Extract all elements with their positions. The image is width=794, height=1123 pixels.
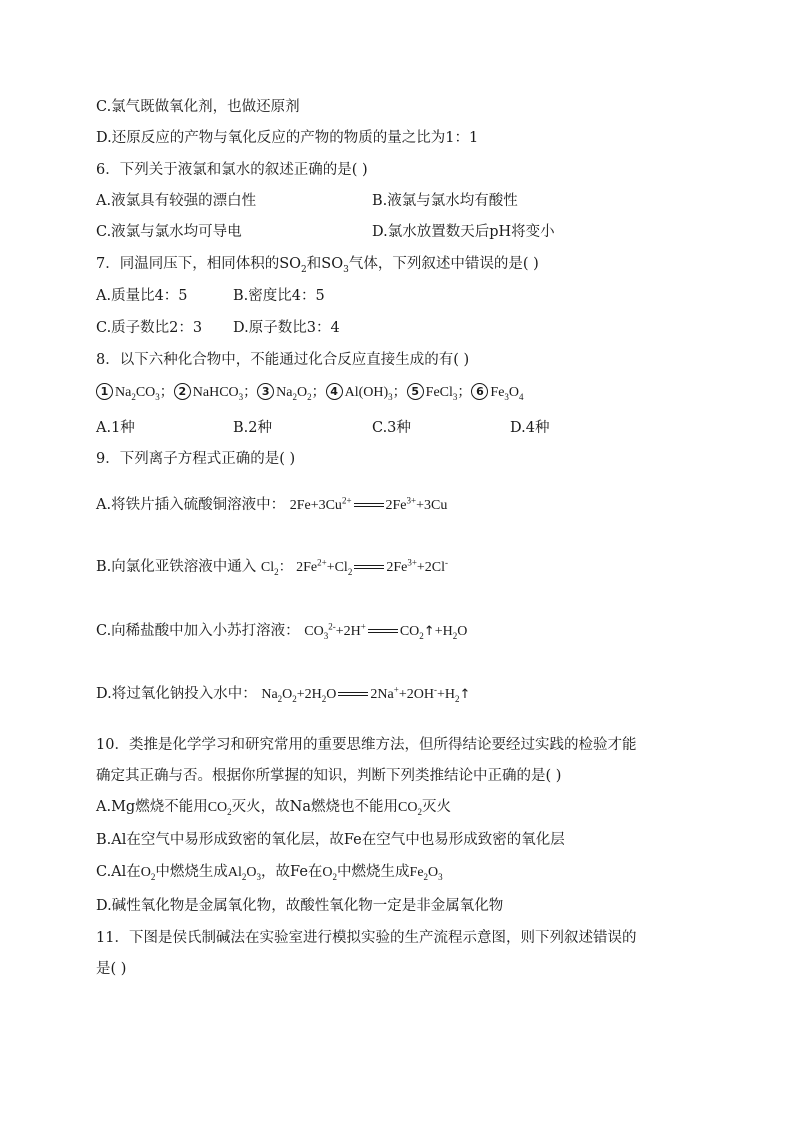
circled-number-2: 2 (174, 383, 191, 400)
q7-option-d: D.原子数比3：4 (233, 320, 340, 336)
circled-number-4: 4 (326, 383, 343, 400)
q7-option-b: B.密度比4：5 (233, 288, 325, 304)
q6-option-c: C.液氯与氯水均可导电 (96, 224, 242, 240)
q9-option-a: A.将铁片插入硫酸铜溶液中： $2Fe+3Cu^{2+}$ $2Fe^{3+}+3Cu$ (96, 495, 448, 513)
q7-option-c: C.质子数比2：3 (96, 320, 203, 336)
q10-option-c: C.Al在$O_2$中燃烧生成$Al_2O_3$，故Fe在$O_2$中燃烧生成$Fe_2O_3$ (96, 864, 443, 882)
q7-option-a: A.质量比4：5 (96, 288, 188, 304)
gas-arrow-icon: ↑ (423, 624, 435, 639)
equals-sign (352, 563, 386, 573)
question-10-line2: 确定其正确与否。根据你所掌握的知识，判断下列类推结论中正确的是( ) (96, 768, 562, 784)
circled-number-6: 6 (471, 383, 488, 400)
question-11-line1: 11．下图是侯氏制碱法在实验室进行模拟实验的生产流程示意图，则下列叙述错误的 (96, 930, 637, 946)
q10-option-a: A.Mg燃烧不能用$CO_2$灭火，故Na燃烧也不能用$CO_2$灭火 (96, 799, 451, 817)
question-7: 7．同温同压下，相同体积的$SO_2$和$SO_3$气体，下列叙述中错误的是( ) (96, 256, 539, 275)
q8-option-b: B.2种 (233, 420, 272, 436)
q9-equation-c: $CO_3^{2-}+2H^+$ $CO_2↑+H_2O$ (304, 621, 468, 641)
q9-equation-b: $Cl_2$： $2Fe^{2+}+Cl_2$ $2Fe^{3+}+2Cl^-$ (260, 557, 449, 577)
q6-option-d: D.氯水放置数天后pH将变小 (372, 224, 555, 240)
q6-option-b: B.液氯与氯水均有酸性 (372, 193, 518, 209)
circled-number-1: 1 (96, 383, 113, 400)
q9-equation-a: $2Fe+3Cu^{2+}$ $2Fe^{3+}+3Cu$ (289, 495, 448, 513)
q9-option-c: C.向稀盐酸中加入小苏打溶液： $CO_3^{2-}+2H^+$ $CO_2↑+H_2O$ (96, 621, 468, 641)
q10-option-d: D.碱性氧化物是金属氧化物，故酸性氧化物一定是非金属氧化物 (96, 898, 504, 914)
q6-option-a: A.液氯具有较强的漂白性 (96, 193, 257, 209)
question-10-line1: 10．类推是化学学习和研究常用的重要思维方法，但所得结论要经过实践的检验才能 (96, 737, 637, 753)
q8-compound-list: 1 $Na_2CO_3$； 2 NaHCO$_3$； 3 $Na_2O_2$； 4 $Al(OH)_3$； 5 FeCl$_3$； 6 $Fe_3O_4$ (96, 383, 524, 403)
option-d-prev: D.还原反应的产物与氧化反应的产物的物质的量之比为1：1 (96, 130, 479, 146)
gas-arrow-icon: ↑ (459, 687, 471, 702)
equals-sign (352, 501, 386, 511)
q9-option-b: B.向氯化亚铁溶液中通入 $Cl_2$： $2Fe^{2+}+Cl_2$ $2Fe^{3+}+2Cl^-$ (96, 557, 449, 577)
q8-option-c: C.3种 (372, 420, 411, 436)
q8-option-d: D.4种 (510, 420, 550, 436)
q9-option-d: D.将过氧化钠投入水中： $Na_2O_2+2H_2O$ $2Na^++2OH^-+H_2↑$ (96, 684, 471, 704)
equals-sign (366, 627, 400, 637)
question-11-line2: 是( ) (96, 961, 127, 977)
option-c-prev: C.氯气既做氧化剂，也做还原剂 (96, 99, 300, 115)
q10-option-b: B.Al在空气中易形成致密的氧化层，故Fe在空气中也易形成致密的氧化层 (96, 832, 565, 848)
equals-sign (336, 690, 370, 700)
q8-option-a: A.1种 (96, 420, 135, 436)
question-8: 8．以下六种化合物中，不能通过化合反应直接生成的有( ) (96, 352, 470, 368)
q9-equation-d: $Na_2O_2+2H_2O$ $2Na^++2OH^-+H_2↑$ (261, 684, 471, 704)
question-9: 9．下列离子方程式正确的是( ) (96, 451, 296, 467)
circled-number-5: 5 (407, 383, 424, 400)
circled-number-3: 3 (257, 383, 274, 400)
question-6: 6．下列关于液氯和氯水的叙述正确的是( ) (96, 162, 368, 178)
